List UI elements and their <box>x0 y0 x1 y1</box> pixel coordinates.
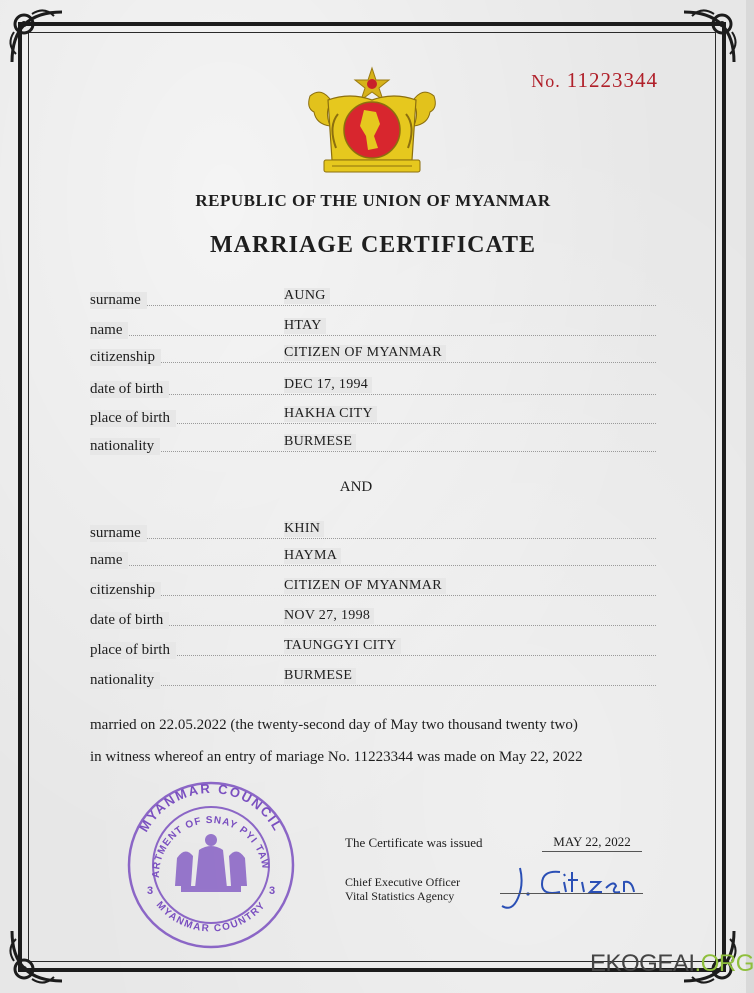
field-label: citizenship <box>90 582 161 599</box>
witness-statement: in witness whereof an entry of mariage No. 11223344 was made on May 22, 2022 <box>90 749 583 765</box>
field-label: name <box>90 552 128 569</box>
field-label: date of birth <box>90 381 169 398</box>
signature-line <box>500 893 643 894</box>
signature-icon <box>498 860 648 915</box>
officer-title: Chief Executive Officer <box>345 875 461 889</box>
married-statement: married on 22.05.2022 (the twenty-second day of May two thousand twenty two) <box>90 717 578 733</box>
issued-date: MAY 22, 2022 <box>542 834 642 852</box>
seal-bottom-text: MYANMAR COUNTRY <box>153 899 269 935</box>
person2-dob-row <box>90 607 656 629</box>
corner-ornament-icon <box>2 921 72 991</box>
field-value: KHIN <box>284 521 324 537</box>
seal-top-text: MYANMAR COUNCIL <box>136 780 287 835</box>
field-label: nationality <box>90 672 160 689</box>
field-value: BURMESE <box>284 668 356 684</box>
field-value: HAKHA CITY <box>284 406 377 422</box>
field-value: NOV 27, 1998 <box>284 608 374 624</box>
watermark-suffix: .ORG <box>694 950 754 977</box>
person2-name-row <box>90 547 656 569</box>
and-separator: AND <box>339 479 373 495</box>
field-label: nationality <box>90 438 160 455</box>
field-value: CITIZEN OF MYANMAR <box>284 345 446 361</box>
seal-inner-text: ARTMENT OF SNAY PYI TAW <box>150 814 271 879</box>
field-label: date of birth <box>90 612 169 629</box>
person1-nationality-row <box>90 433 656 455</box>
person2-surname-row <box>90 520 656 542</box>
state-emblem-icon <box>302 66 442 178</box>
field-label: surname <box>90 292 147 309</box>
official-seal-icon <box>121 780 301 950</box>
field-value: HAYMA <box>284 548 341 564</box>
certificate-number-prefix: No. <box>531 71 561 91</box>
person1-surname-row <box>90 287 656 309</box>
field-label: place of birth <box>90 410 176 427</box>
officer-agency: Vital Statistics Agency <box>345 889 455 903</box>
corner-ornament-icon <box>674 2 744 72</box>
person2-pob-row <box>90 637 656 659</box>
person1-citizenship-row <box>90 344 656 366</box>
certificate-title: MARRIAGE CERTIFICATE <box>209 232 537 258</box>
field-label: place of birth <box>90 642 176 659</box>
field-label: name <box>90 322 128 339</box>
field-value: HTAY <box>284 318 326 334</box>
certificate-number <box>531 68 658 93</box>
country-heading: REPUBLIC OF THE UNION OF MYANMAR <box>195 191 551 210</box>
person1-name-row <box>90 317 656 339</box>
corner-ornament-icon <box>2 2 72 72</box>
watermark <box>590 950 754 978</box>
field-label: citizenship <box>90 349 161 366</box>
issued-label: The Certificate was issued <box>345 835 483 850</box>
officer-block <box>345 875 460 903</box>
field-value: CITIZEN OF MYANMAR <box>284 578 446 594</box>
seal-right-number: 3 <box>269 885 276 897</box>
person2-nationality-row <box>90 667 656 689</box>
field-value: AUNG <box>284 288 330 304</box>
person1-dob-row <box>90 376 656 398</box>
watermark-main: EKOGEAI <box>590 950 695 977</box>
field-label: surname <box>90 525 147 542</box>
certificate-number-value: 11223344 <box>566 68 658 92</box>
field-value: BURMESE <box>284 434 356 450</box>
field-value: TAUNGGYI CITY <box>284 638 401 654</box>
seal-left-number: 3 <box>147 885 154 897</box>
person1-pob-row <box>90 405 656 427</box>
person2-citizenship-row <box>90 577 656 599</box>
svg-text:MYANMAR COUNTRY <box>154 900 268 935</box>
field-value: DEC 17, 1994 <box>284 377 372 393</box>
